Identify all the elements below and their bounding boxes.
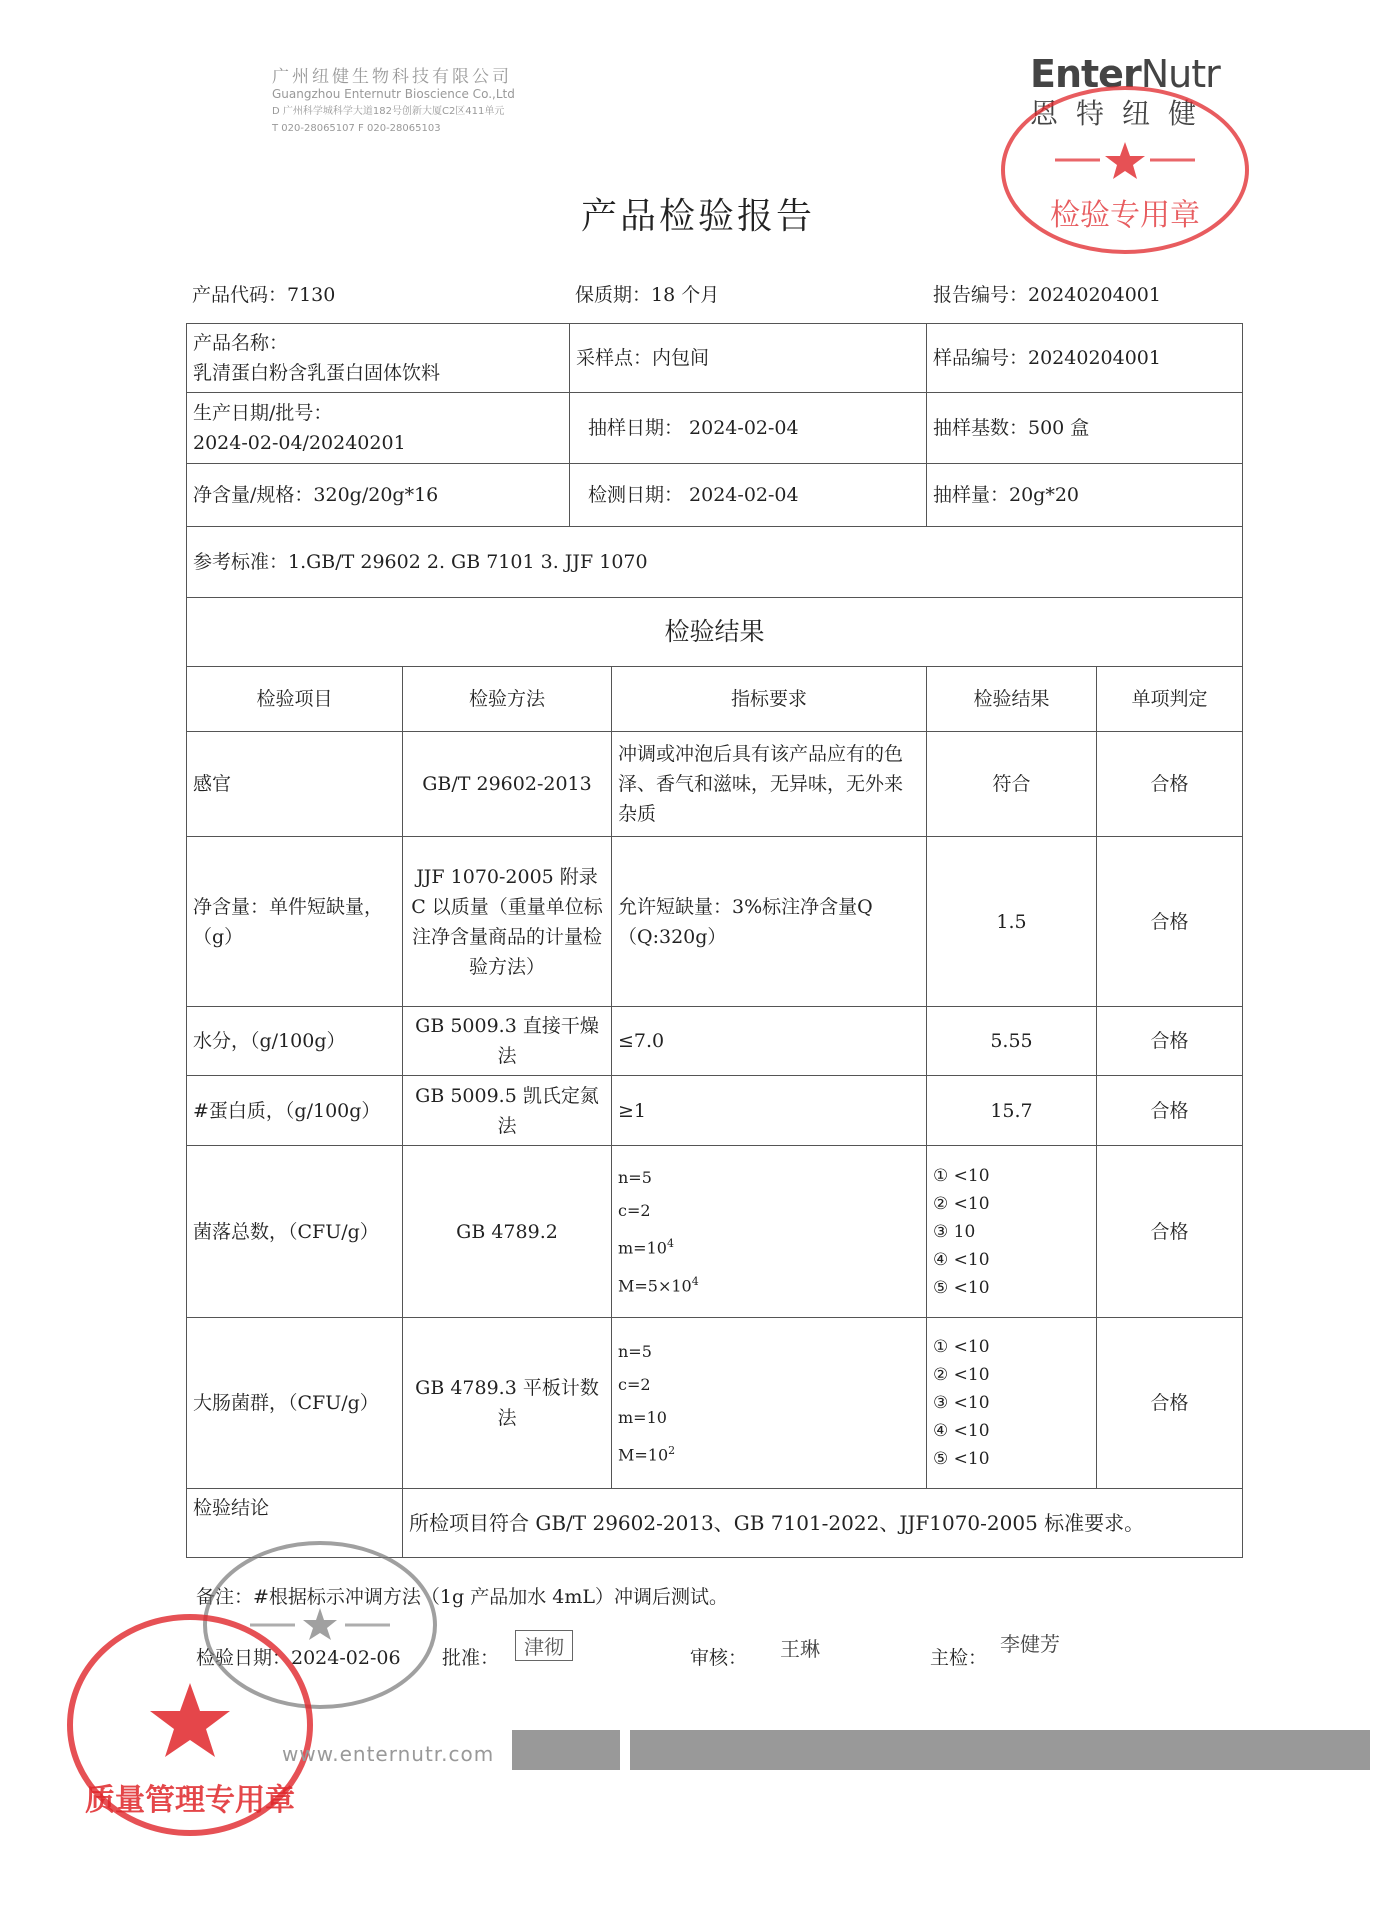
footer-bar-left: [512, 1730, 620, 1770]
product-code: 产品代码：7130: [192, 284, 336, 306]
req-text: n=5: [618, 1168, 652, 1188]
req-line: [618, 1368, 920, 1401]
item: #蛋白质，（g/100g）: [187, 1076, 403, 1146]
requirement: ≤7.0: [612, 1007, 927, 1076]
company-name-cn: 广州纽健生物科技有限公司: [272, 67, 512, 87]
header-verdict: 单项判定: [1097, 667, 1243, 732]
sampling-date: 抽样日期： 2024-02-04: [570, 393, 927, 464]
item: 大肠菌群，（CFU/g）: [187, 1318, 403, 1489]
result: [927, 1146, 1097, 1318]
table-row: [187, 1318, 1243, 1489]
footer-bar-right: [630, 1730, 1370, 1770]
result: 符合: [927, 732, 1097, 837]
production-date-cell: [187, 393, 570, 464]
value: 乳清蛋白粉含乳蛋白固体饮料: [193, 362, 441, 384]
result-line: ③ 10: [933, 1221, 976, 1242]
reference-standards: 参考标准：1.GB/T 29602 2. GB 7101 3. JJF 1070: [187, 527, 1243, 598]
requirement: [612, 1318, 927, 1489]
req-line: [618, 1265, 920, 1302]
req-text: c=2: [618, 1201, 651, 1221]
result-line: ④ <10: [933, 1249, 990, 1270]
label: 产品名称：: [193, 332, 289, 354]
result-line: ⑤ <10: [933, 1449, 990, 1469]
exponent: 4: [691, 1274, 699, 1288]
verdict: 合格: [1097, 1007, 1243, 1076]
report-number: 报告编号：20240204001: [933, 284, 1161, 306]
method: GB 4789.2: [403, 1146, 612, 1318]
sampling-base: 抽样基数：500 盒: [927, 393, 1243, 464]
result-line: ② <10: [933, 1365, 990, 1385]
table-row: [187, 1146, 1243, 1318]
req-text: M=10: [618, 1445, 669, 1465]
company-name-en: Guangzhou Enternutr Bioscience Co.,Ltd: [272, 87, 515, 101]
brand-cn: 恩特纽健: [1030, 97, 1215, 130]
requirement: [612, 1146, 927, 1318]
req-line: [618, 1401, 920, 1434]
req-text: n=5: [618, 1341, 652, 1361]
reviewer-signature: 王琳: [780, 1637, 820, 1661]
sample-quantity: 抽样量：20g*20: [927, 464, 1243, 527]
verdict: 合格: [1097, 732, 1243, 837]
verdict: 合格: [1097, 1318, 1243, 1489]
review-label: 审核：: [690, 1647, 748, 1669]
table-row: [187, 1076, 1243, 1146]
result-line: ④ <10: [933, 1421, 990, 1441]
exponent: 4: [666, 1237, 674, 1251]
approve-label: 批准：: [442, 1647, 500, 1669]
result: 15.7: [927, 1076, 1097, 1146]
result: [927, 1318, 1097, 1489]
conclusion-label: 检验结论: [187, 1489, 403, 1558]
req-line: [618, 1161, 920, 1194]
result-line: ① <10: [933, 1165, 990, 1186]
brand-light: Nutr: [1140, 52, 1220, 96]
verdict: 合格: [1097, 837, 1243, 1007]
inspector-label: 主检：: [930, 1647, 988, 1669]
page-title: 产品检验报告: [580, 196, 815, 237]
header-method: 检验方法: [403, 667, 612, 732]
req-text: m=10: [618, 1407, 667, 1427]
method: GB 4789.3 平板计数法: [403, 1318, 612, 1489]
header-result: 检验结果: [927, 667, 1097, 732]
requirement: 允许短缺量：3%标注净含量Q（Q:320g）: [612, 837, 927, 1007]
header-item: 检验项目: [187, 667, 403, 732]
req-line: [618, 1227, 920, 1264]
req-text: c=2: [618, 1374, 651, 1394]
requirement: ≥1: [612, 1076, 927, 1146]
inspector-signature: 李健芳: [1000, 1632, 1060, 1656]
svg-text:质量管理专用章: 质量管理专用章: [85, 1783, 295, 1818]
shelf-life: 保质期：18 个月: [575, 284, 720, 306]
method: GB 5009.3 直接干燥法: [403, 1007, 612, 1076]
item: 菌落总数，（CFU/g）: [187, 1146, 403, 1318]
item: 感官: [187, 732, 403, 837]
approver-signature: 津彻: [515, 1630, 573, 1661]
company-header: [272, 62, 515, 135]
star-icon: [150, 1683, 230, 1757]
item: 净含量：单件短缺量，（g）: [187, 837, 403, 1007]
req-line: [618, 1194, 920, 1227]
footer-url: www.enternutr.com: [282, 1742, 495, 1766]
result: 1.5: [927, 837, 1097, 1007]
brand-bold: Enter: [1030, 52, 1141, 96]
verdict: 合格: [1097, 1146, 1243, 1318]
result-line: ② <10: [933, 1193, 990, 1214]
result-line: ③ <10: [933, 1393, 990, 1413]
item: 水分，（g/100g）: [187, 1007, 403, 1076]
results-title: 检验结果: [187, 598, 1243, 667]
conclusion-text: 所检项目符合 GB/T 29602-2013、GB 7101-2022、JJF1070-2005 标准要求。: [403, 1489, 1243, 1558]
method: GB/T 29602-2013: [403, 732, 612, 837]
req-line: [618, 1335, 920, 1368]
product-name-cell: [187, 324, 570, 393]
sampling-point: 采样点：内包间: [570, 324, 927, 393]
method: JJF 1070-2005 附录C 以质量（重量单位标注净含量商品的计量检验方法）: [403, 837, 612, 1007]
requirement: 冲调或冲泡后具有该产品应有的色泽、香气和滋味，无异味，无外来杂质: [612, 732, 927, 837]
table-row: [187, 732, 1243, 837]
star-icon: [1105, 142, 1145, 179]
value: 2024-02-04/20240201: [193, 432, 406, 454]
info-table: [186, 323, 1243, 667]
quality-stamp-red: [60, 1605, 330, 1845]
svg-text:检验专用章: 检验专用章: [1050, 198, 1200, 233]
inspection-date: 检验日期：2024-02-06: [196, 1647, 401, 1669]
company-phone: T 020-28065107 F 020-28065103: [272, 123, 441, 134]
result-line: ① <10: [933, 1337, 990, 1357]
test-date: 检测日期： 2024-02-04: [570, 464, 927, 527]
req-text: m=10: [618, 1238, 667, 1258]
label: 生产日期/批号：: [193, 402, 333, 424]
net-content: 净含量/规格：320g/20g*16: [187, 464, 570, 527]
sample-number: 样品编号：20240204001: [927, 324, 1243, 393]
result-line: ⑤ <10: [933, 1277, 990, 1298]
result: 5.55: [927, 1007, 1097, 1076]
header-requirement: 指标要求: [612, 667, 927, 732]
req-text: M=5×10: [618, 1275, 692, 1295]
verdict: 合格: [1097, 1076, 1243, 1146]
note: 备注：#根据标示冲调方法（1g 产品加水 4mL）冲调后测试。: [196, 1586, 728, 1608]
table-row: [187, 1007, 1243, 1076]
method: GB 5009.5 凯氏定氮法: [403, 1076, 612, 1146]
req-line: [618, 1434, 920, 1471]
table-row: [187, 837, 1243, 1007]
company-address: D 广州科学城科学大道182号创新大厦C2区411单元: [272, 106, 505, 117]
exponent: 2: [668, 1443, 676, 1457]
results-table: [186, 666, 1243, 1558]
